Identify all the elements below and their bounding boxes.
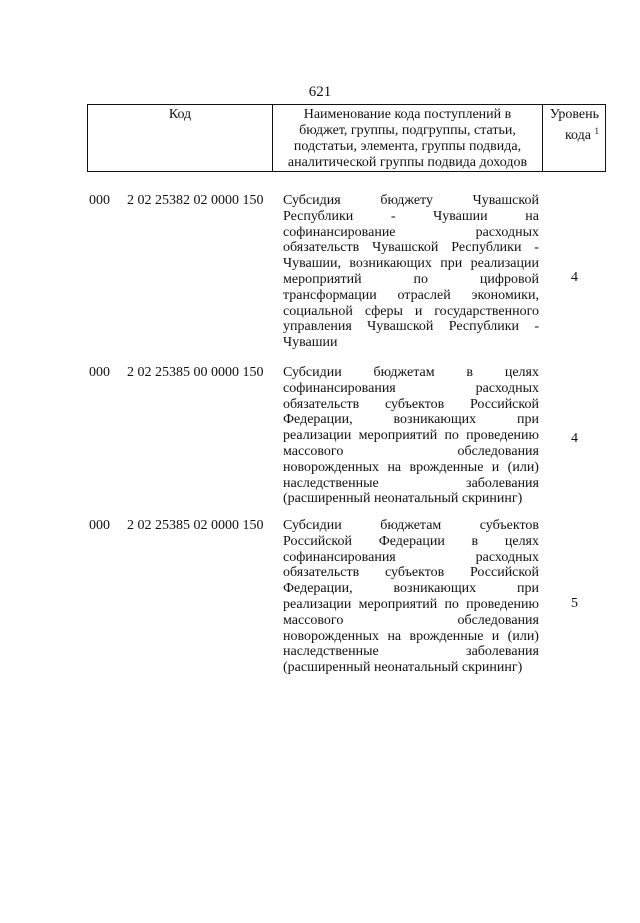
description-line: (расширенный неонатальный скрининг) [283, 491, 523, 507]
description-line [283, 613, 539, 629]
description-word: мероприятий [283, 271, 362, 287]
description-word: врожденные [409, 628, 484, 644]
footnote-marker: 1 [594, 126, 599, 136]
income-code: 2 02 25385 02 0000 150 [127, 518, 264, 533]
description-word: субъектов [385, 565, 445, 581]
description-word: возникающих [393, 412, 477, 428]
description-word: врожденные [409, 459, 484, 475]
description-line [283, 629, 539, 645]
description-word: массового [283, 612, 344, 628]
description-word: Чувашской [372, 240, 439, 256]
description-word: (или) [507, 628, 539, 644]
header-level-word: кода [564, 128, 591, 143]
description-line [283, 444, 539, 460]
description-word: заболевания [466, 475, 539, 491]
description-word: (или) [507, 459, 539, 475]
description-line [283, 428, 539, 444]
description-word: Субсидия [283, 193, 341, 208]
description-word: субъектов [385, 396, 445, 412]
page-number: 621 [308, 84, 332, 100]
description-word: целях [504, 365, 539, 380]
description-word: - [390, 208, 396, 224]
description-word: заболевания [466, 644, 539, 660]
row-description [283, 518, 539, 676]
header-level-column [543, 105, 605, 171]
description-line [283, 304, 539, 320]
description-word: Федерации, [283, 412, 353, 428]
description-line [283, 534, 539, 550]
description-line: Чувашии [283, 335, 338, 351]
admin-code: 000 [89, 193, 110, 208]
description-line [283, 209, 539, 225]
description-word: софинансирования [283, 380, 396, 396]
description-word: Чувашской [472, 193, 539, 208]
admin-code: 000 [89, 365, 110, 380]
header-name-line: бюджет, группы, подгруппы, статьи, [299, 123, 516, 138]
description-word: отраслей [397, 287, 451, 303]
row-description [283, 365, 539, 507]
description-word: Субсидии [283, 518, 342, 533]
description-word: по [413, 271, 429, 287]
level-value: 4 [571, 431, 578, 446]
description-word: софинансирования [283, 549, 396, 565]
description-line [283, 597, 539, 613]
header-name-line: аналитической группы подвида доходов [287, 155, 528, 170]
description-word: трансформации [283, 287, 377, 303]
description-word: Российской [283, 533, 352, 549]
description-word: Республики [448, 319, 519, 335]
description-word: Российской [469, 396, 539, 412]
description-word: Федерации [378, 533, 445, 549]
description-line [283, 225, 539, 241]
description-word: обследования [457, 612, 539, 628]
description-word: наследственные [283, 644, 379, 660]
header-name-column [273, 105, 543, 171]
level-value: 4 [571, 270, 578, 285]
description-word: экономики, [471, 287, 539, 303]
description-word: Федерации, [283, 581, 353, 597]
income-code: 2 02 25385 00 0000 150 [127, 365, 264, 380]
description-line [283, 476, 539, 492]
description-word: в [471, 533, 479, 549]
description-word: обследования [457, 443, 539, 459]
header-code-column: Код [88, 105, 273, 171]
description-word: по [444, 596, 459, 612]
description-word: реализации [470, 256, 539, 272]
header-level-line2 [543, 123, 599, 144]
description-word: расходных [475, 380, 539, 396]
description-word: обязательств [283, 240, 360, 256]
description-word: в [466, 365, 474, 380]
description-line [283, 272, 539, 288]
description-line [283, 381, 539, 397]
description-line [283, 565, 539, 581]
description-word: - [534, 240, 539, 256]
description-word: Субсидии [283, 365, 342, 380]
description-word: обязательств [283, 565, 360, 581]
description-word: Республики [283, 208, 354, 224]
description-word: мероприятий [358, 428, 438, 444]
description-line [283, 644, 539, 660]
description-word: государственного [434, 303, 539, 319]
description-word: цифровой [479, 271, 539, 287]
description-line [283, 319, 539, 335]
description-word: реализации [283, 428, 352, 444]
description-word: сферы [364, 303, 403, 319]
description-word: по [444, 428, 459, 444]
description-word: при [517, 412, 539, 428]
table-header [87, 104, 606, 172]
description-word: обязательств [283, 396, 360, 412]
description-line: (расширенный неонатальный скрининг) [283, 660, 523, 676]
description-word: и [491, 459, 500, 475]
description-word: бюджетам [373, 365, 435, 380]
header-level-line1: Уровень [549, 107, 599, 122]
description-word: на [387, 459, 402, 475]
description-line [283, 460, 539, 476]
description-word: проведению [466, 428, 539, 444]
description-word: расходных [475, 549, 539, 565]
description-line [283, 240, 539, 256]
description-word: Чувашии [433, 208, 488, 224]
description-line [283, 412, 539, 428]
header-name-line: Наименование кода поступлений в [303, 107, 512, 122]
description-word: Российской [469, 565, 539, 581]
description-word: софинансирование [283, 224, 396, 240]
description-word: управления [283, 319, 352, 335]
description-word: бюджету [380, 193, 433, 208]
description-word: Чувашии, [283, 256, 342, 272]
description-line [283, 397, 539, 413]
description-line [283, 288, 539, 304]
description-word: Чувашской [367, 319, 434, 335]
description-word: и [414, 303, 423, 319]
description-word: возникающих [393, 581, 477, 597]
description-word: при [517, 581, 539, 597]
description-line [283, 193, 539, 209]
description-word: массового [283, 443, 344, 459]
admin-code: 000 [89, 518, 110, 533]
description-word: бюджетам [380, 518, 442, 533]
description-word: и [491, 628, 500, 644]
description-word: социальной [283, 303, 353, 319]
description-line [283, 581, 539, 597]
description-line [283, 550, 539, 566]
description-word: проведению [466, 596, 539, 612]
description-word: новорожденных [283, 459, 380, 475]
description-word: новорожденных [283, 628, 380, 644]
income-code: 2 02 25382 02 0000 150 [127, 193, 264, 208]
description-word: возникающих [349, 256, 432, 272]
description-word: субъектов [479, 518, 539, 533]
description-word: наследственные [283, 475, 379, 491]
description-word: Республики [451, 240, 522, 256]
description-word: реализации [283, 596, 352, 612]
description-line [283, 518, 539, 534]
description-word: - [534, 319, 539, 335]
header-name-line: подстатьи, элемента, группы подвида, [293, 139, 522, 154]
description-word: расходных [475, 224, 539, 240]
description-word: при [440, 256, 463, 272]
level-value: 5 [571, 596, 578, 611]
description-line [283, 256, 539, 272]
description-line [283, 365, 539, 381]
description-word: целях [504, 533, 539, 549]
description-word: на [387, 628, 402, 644]
description-word: мероприятий [358, 596, 438, 612]
description-word: на [525, 208, 539, 224]
row-description [283, 193, 539, 351]
